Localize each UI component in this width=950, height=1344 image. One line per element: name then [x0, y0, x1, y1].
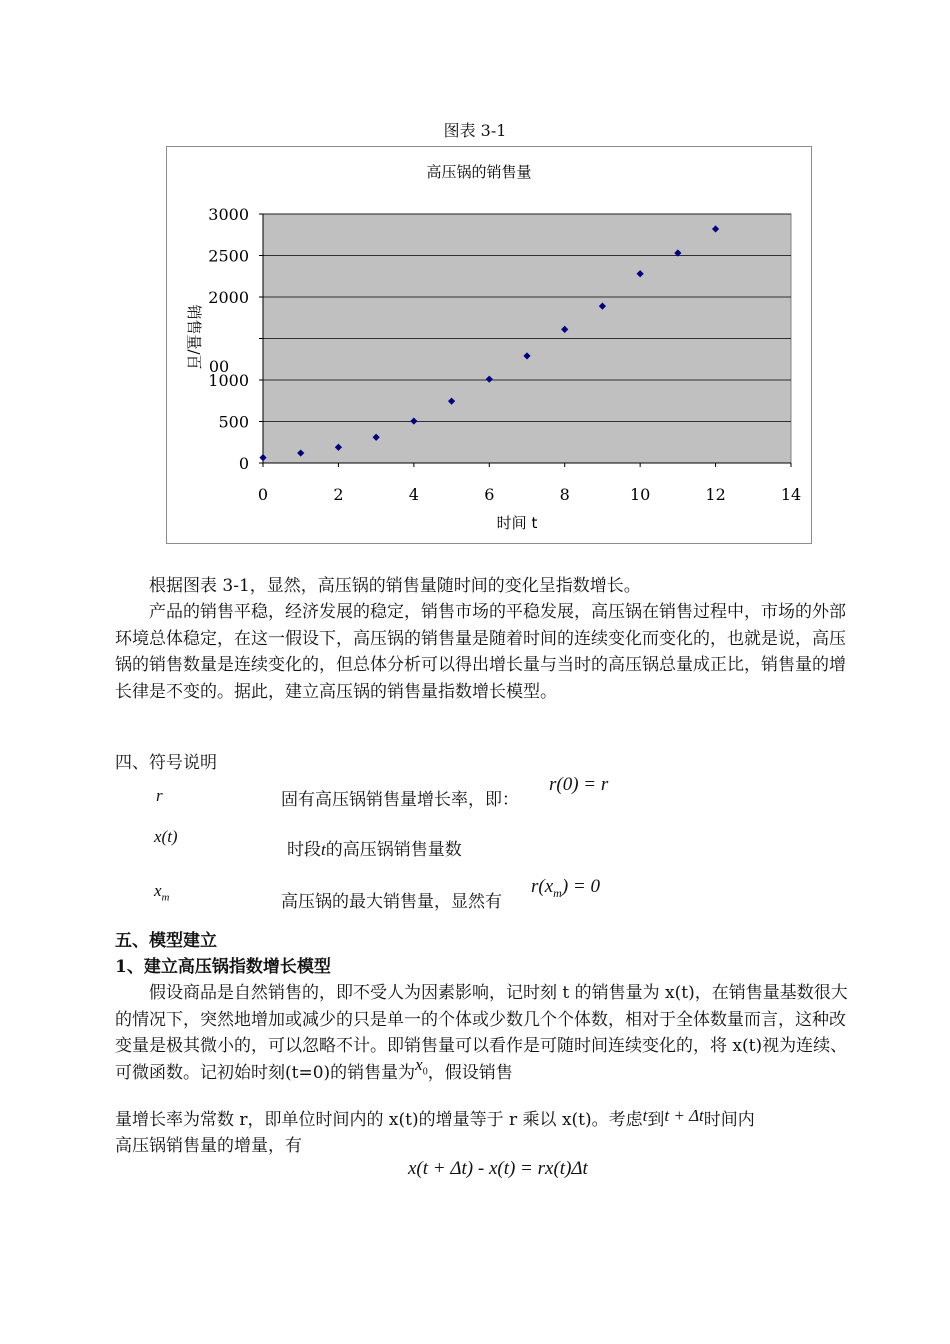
- x-tick-label: 14: [780, 485, 802, 504]
- paragraph-model-text: 假设商品是自然销售的，即不受人为因素影响，记时刻 t 的销售量为 x(t)，在销售量基数很大的情况下，突然地增加或减少的只是单一的个体或少数几个个体数，相对于全体数量而言，这种改变量是极其微小的，可以忽略不计。即销售量可以看作是可随时间连续变化的，将 x(t)视为连续、可微函数。记初始时刻(t=0)的销售量为: [115, 983, 848, 1083]
- x-tick-label: 0: [257, 485, 269, 504]
- x-tick-label: 10: [629, 485, 651, 504]
- paragraph-growth-c: 时间内: [703, 1110, 755, 1130]
- x-tick-label: 8: [559, 485, 570, 504]
- figure-caption: 图表 3-1: [443, 121, 507, 140]
- x0-base: x: [415, 1054, 423, 1074]
- chart-frame: [166, 146, 812, 544]
- symbol-xt-desc-var: t: [321, 840, 326, 859]
- scatter-chart: [167, 147, 811, 543]
- x0-sub: 0: [422, 1065, 428, 1077]
- symbol-xt-desc: [287, 837, 462, 863]
- paragraph-growth: [115, 1107, 860, 1134]
- paragraph-growth-a: 量增长率为常数 r，即单位时间内的 x(t)的增量等于 r 乘以 x(t)。考虑: [115, 1110, 643, 1130]
- equation-increment: x(t + Δt) - x(t) = rx(t)Δt: [408, 1158, 588, 1179]
- y-axis-label: 销售量/百: [185, 304, 203, 370]
- formula-r0: [549, 774, 608, 796]
- symbol-xm-desc: 高压锅的最大销售量，显然有: [281, 892, 502, 912]
- paragraph-model: [115, 980, 860, 1093]
- section5-subheading: 1、建立高压锅指数增长模型: [115, 957, 331, 977]
- y-tick-label: 0: [238, 454, 249, 473]
- paragraph-model-tail: ，假设销售: [427, 1062, 513, 1083]
- paragraph-growth-b: 到: [647, 1110, 665, 1130]
- x-tick-label: 2: [333, 485, 344, 504]
- symbol-r-desc: 固有高压锅销售量增长率，即：: [281, 790, 519, 810]
- y-axis-label-tail: 00: [208, 357, 230, 376]
- symbol-xm: [154, 881, 170, 903]
- x-axis-label: 时间 t: [496, 514, 538, 532]
- y-tick-label: 500: [218, 412, 249, 432]
- paragraph-chart-note: 根据图表 3-1，显然，高压锅的销售量随时间的变化呈指数增长。: [149, 576, 641, 596]
- symbol-xm-sub: m: [161, 891, 170, 904]
- x0-symbol: [415, 1054, 428, 1077]
- paragraph-increment: 高压锅销售量的增量，有: [115, 1136, 302, 1156]
- formula-rxm-b: ) = 0: [561, 876, 600, 897]
- x-tick-label: 6: [484, 485, 495, 504]
- formula-r0-text: r(0) = r: [549, 774, 609, 795]
- t-dt-symbol: t + Δt: [664, 1106, 704, 1125]
- x-tick-label: 4: [408, 485, 419, 504]
- symbol-xt-desc-a: 时段: [287, 840, 321, 860]
- y-tick-label: 3000: [208, 205, 249, 224]
- formula-rxm: [531, 876, 600, 901]
- section4-heading: 四、符号说明: [115, 753, 217, 773]
- symbol-r: r: [156, 786, 163, 805]
- y-tick-label: 2000: [208, 288, 249, 307]
- formula-rxm-sub: m: [553, 885, 562, 900]
- y-tick-label: 1000: [208, 371, 249, 390]
- x-tick-label: 12: [705, 485, 726, 504]
- y-tick-label: 2500: [208, 246, 249, 266]
- t-symbol: t: [642, 1106, 648, 1125]
- paragraph-assumption: 产品的销售平稳，经济发展的稳定，销售市场的平稳发展，高压锅在销售过程中，市场的外部环境总体稳定，在这一假设下，高压锅的销售量是随着时间的连续变化而变化的，也就是说，高压锅的销售数量是连续变化的，但总体分析可以得出增长量与当时的高压锅总量成正比，销售量的增长律是不变的。据此，建立高压锅的销售量指数增长模型。: [115, 602, 846, 702]
- symbol-xm-base: x: [154, 881, 162, 900]
- section5-heading: 五、模型建立: [115, 931, 217, 951]
- chart-title: 高压锅的销售量: [426, 163, 532, 181]
- formula-rxm-a: r(x: [531, 876, 554, 897]
- symbol-xt-desc-b: 的高压锅销售量数: [325, 840, 462, 860]
- symbol-xt: x(t): [154, 827, 178, 846]
